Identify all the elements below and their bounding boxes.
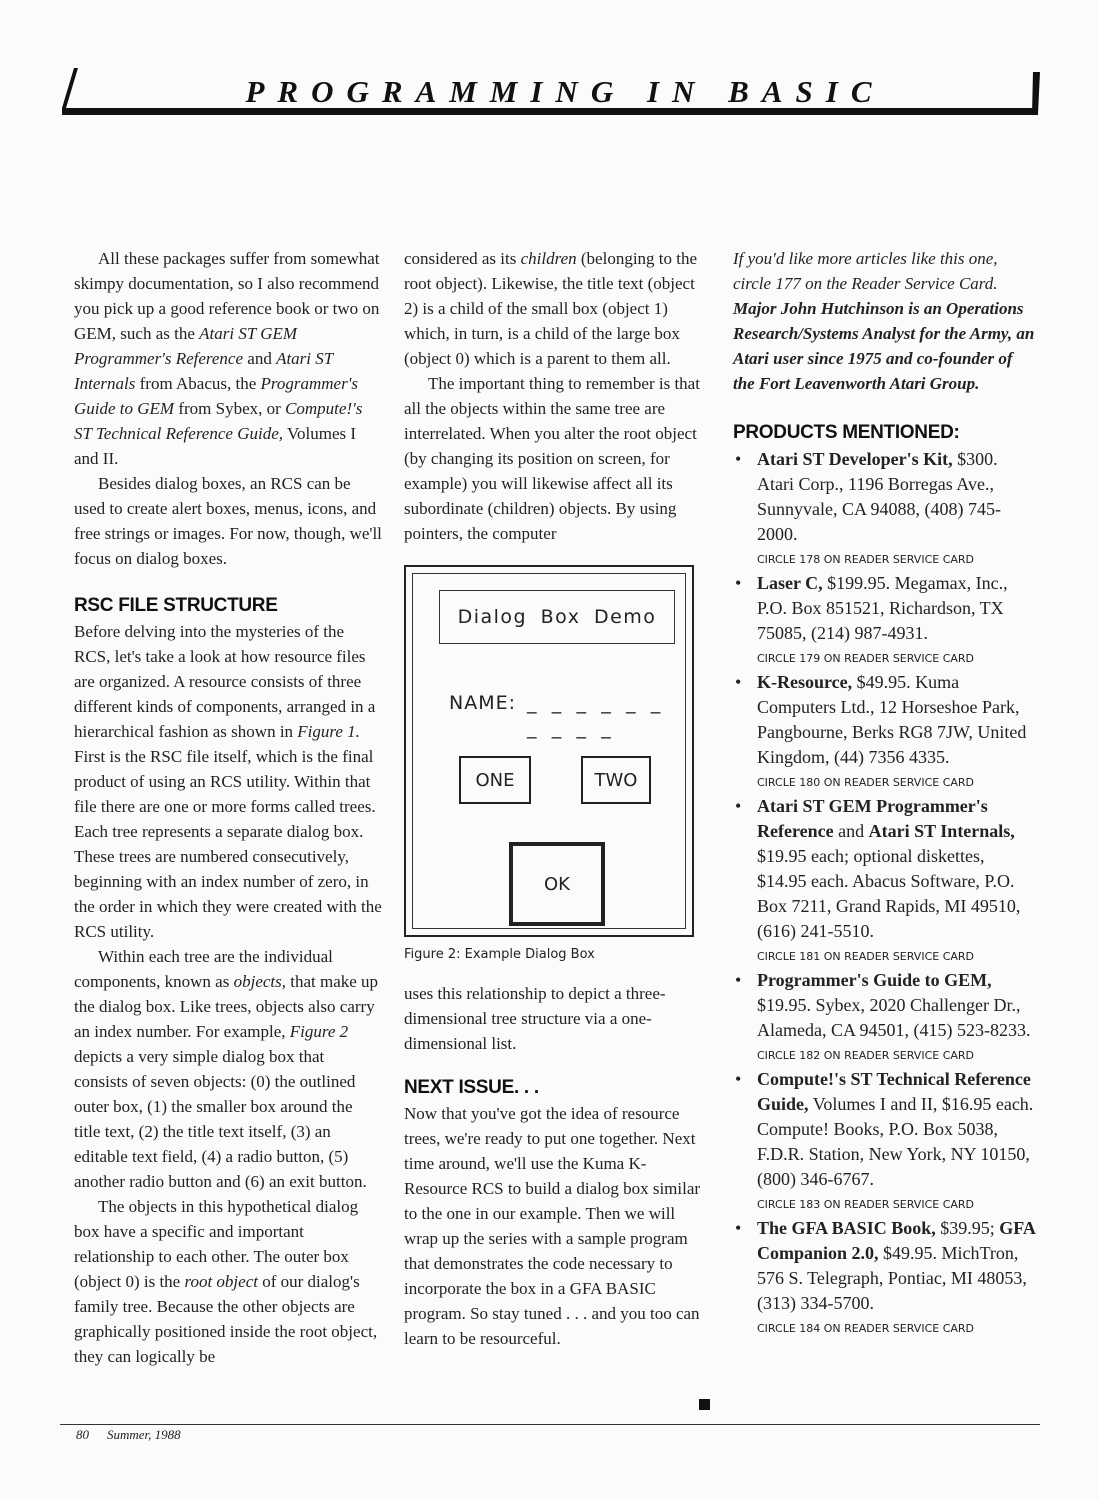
bullet-icon: •	[735, 1069, 742, 1089]
section-title: PROGRAMMING IN BASIC	[245, 74, 885, 109]
dialog-button-one: ONE	[459, 756, 531, 804]
column-2	[404, 246, 709, 1351]
heading-next-issue: NEXT ISSUE. . .	[404, 1077, 539, 1098]
list-item: • Atari ST GEM Programmer's Reference and Atari ST Internals, $19.95 each; optional diskettes, $14.95 each. Abacus Software, P.O. Box 7211, Grand Rapids, MI 49510, (616) 241-5510.	[735, 796, 1021, 941]
list-item: • K-Resource, $49.95. Kuma Computers Ltd., 12 Horseshoe Park, Pangbourne, Berks RG8 7JW, United Kingdom, (44) 7356 4335.	[735, 672, 1027, 767]
column-1	[74, 246, 382, 1369]
reader-service-circle: CIRCLE 181 ON READER SERVICE CARD	[757, 950, 975, 963]
figure-caption: Figure 2: Example Dialog Box	[404, 947, 595, 962]
figure-dialog-box	[404, 565, 694, 937]
column-3	[733, 246, 1035, 1340]
bullet-icon: •	[735, 970, 742, 990]
paragraph: uses this relationship to depict a three-dimensional tree structure via a one-dimensional list.	[404, 984, 666, 1053]
reader-service-circle: CIRCLE 184 ON READER SERVICE CARD	[757, 1322, 975, 1335]
bullet-icon: •	[735, 573, 742, 593]
dialog-outer-box	[412, 573, 686, 929]
reader-service-circle: CIRCLE 180 ON READER SERVICE CARD	[757, 776, 975, 789]
footer-rule	[60, 1424, 1040, 1425]
bullet-icon: •	[735, 449, 742, 469]
list-item: • The GFA BASIC Book, $39.95; GFA Companion 2.0, $49.95. MichTron, 576 S. Telegraph, Pontiac, MI 48053, (313) 334-5700.	[735, 1218, 1035, 1313]
list-item: • Programmer's Guide to GEM, $19.95. Sybex, 2020 Challenger Dr., Alameda, CA 94501, (415) 523-8233.	[735, 970, 1031, 1040]
end-of-article-mark	[699, 1399, 710, 1410]
list-item: • Compute!'s ST Technical Reference Guide, Volumes I and II, $16.95 each. Compute! Books, P.O. Box 5038, F.D.R. Station, New York, NY 10150, (800) 346-6767.	[735, 1069, 1034, 1189]
dialog-title-box: Dialog Box Demo	[439, 590, 675, 644]
dialog-button-two: TWO	[581, 756, 651, 804]
section-header	[60, 66, 1040, 122]
heading-products-mentioned: PRODUCTS MENTIONED:	[733, 422, 960, 443]
reader-service-note: If you'd like more articles like this one, circle 177 on the Reader Service Card.	[733, 249, 998, 293]
reader-service-circle: CIRCLE 178 ON READER SERVICE CARD	[757, 553, 975, 566]
list-item: • Laser C, $199.95. Megamax, Inc., P.O. Box 851521, Richardson, TX 75085, (214) 987-4931.	[735, 573, 1008, 643]
issue-date: Summer, 1988	[107, 1427, 181, 1442]
page-number: 80	[76, 1427, 89, 1442]
dialog-name-field: _ _ _ _ _ _ _ _ _ _	[527, 692, 665, 739]
paragraph: Before delving into the mysteries of the RCS, let's take a look at how resource files are organized. A resource consists of three different kinds of components, arranged in a hierarchical fashion as shown in Figure 1. First is the RSC file itself, which is the final product of using an RCS utility. Within that file there are one or more forms called trees. Each tree represents a separate dialog box. These trees are numbered consecutively, beginning with an index number of zero, in the order in which they were created with the RCS utility.	[74, 622, 382, 941]
products-list	[733, 447, 1035, 1337]
dialog-name-label: NAME:	[449, 692, 517, 714]
bullet-icon: •	[735, 672, 742, 692]
paragraph: The important thing to remember is that all the objects within the same tree are interrelated. When you alter the root object (by changing its position on screen, for example) you will likewise affect all its subordinate (children) objects. By using pointers, the computer	[404, 374, 700, 543]
heading-rsc-file-structure: RSC FILE STRUCTURE	[74, 595, 278, 616]
paragraph: Besides dialog boxes, an RCS can be used to create alert boxes, menus, icons, and free strings or images. For now, though, we'll focus on dialog boxes.	[74, 474, 382, 568]
paragraph: All these packages suffer from somewhat skimpy documentation, so I also recommend you pick up a good reference book or two on GEM, such as the Atari ST GEM Programmer's Reference and Atari ST Internals from Abacus, the Programmer's Guide to GEM from Sybex, or Compute!'s ST Technical Reference Guide, Volumes I and II.	[74, 249, 380, 468]
author-bio: Major John Hutchinson is an Operations Research/Systems Analyst for the Army, an Atari user since 1975 and co-founder of the Fort Leavenworth Atari Group.	[733, 299, 1035, 393]
bullet-icon: •	[735, 1218, 742, 1238]
paragraph: Now that you've got the idea of resource trees, we're ready to put one together. Next time around, we'll use the Kuma K-Resource RCS to build a dialog box similar to the one in our example. Then we will wrap up the series with a sample program that demonstrates the code necessary to incorporate the box in a GFA BASIC program. So stay tuned . . . and you too can learn to be resourceful.	[404, 1104, 701, 1348]
list-item: • Atari ST Developer's Kit, $300. Atari Corp., 1196 Borregas Ave., Sunnyvale, CA 94088, (408) 745-2000.	[735, 449, 1001, 544]
reader-service-circle: CIRCLE 183 ON READER SERVICE CARD	[757, 1198, 975, 1211]
paragraph: considered as its children (belonging to the root object). Likewise, the title text (object 2) is a child of the small box (object 1) which, in turn, is a child of the large box (object 0) which is a parent to them all.	[404, 249, 698, 368]
paragraph: The objects in this hypothetical dialog box have a specific and important relationship to each other. The outer box (object 0) is the root object of our dialog's family tree. Because the other objects are graphically positioned inside the root object, they can logically be	[74, 1197, 378, 1366]
paragraph: Within each tree are the individual components, known as objects, that make up the dialog box. Like trees, objects also carry an index number. For example, Figure 2 depicts a very simple dialog box that consists of seven objects: (0) the outlined outer box, (1) the smaller box around the title text, (2) the title text itself, (3) an editable text field, (4) a radio button, (5) another radio button and (6) an exit button.	[74, 947, 379, 1191]
dialog-button-ok: OK	[509, 842, 605, 926]
page-footer	[76, 1427, 181, 1443]
reader-service-circle: CIRCLE 179 ON READER SERVICE CARD	[757, 652, 975, 665]
reader-service-circle: CIRCLE 182 ON READER SERVICE CARD	[757, 1049, 975, 1062]
bullet-icon: •	[735, 796, 742, 816]
